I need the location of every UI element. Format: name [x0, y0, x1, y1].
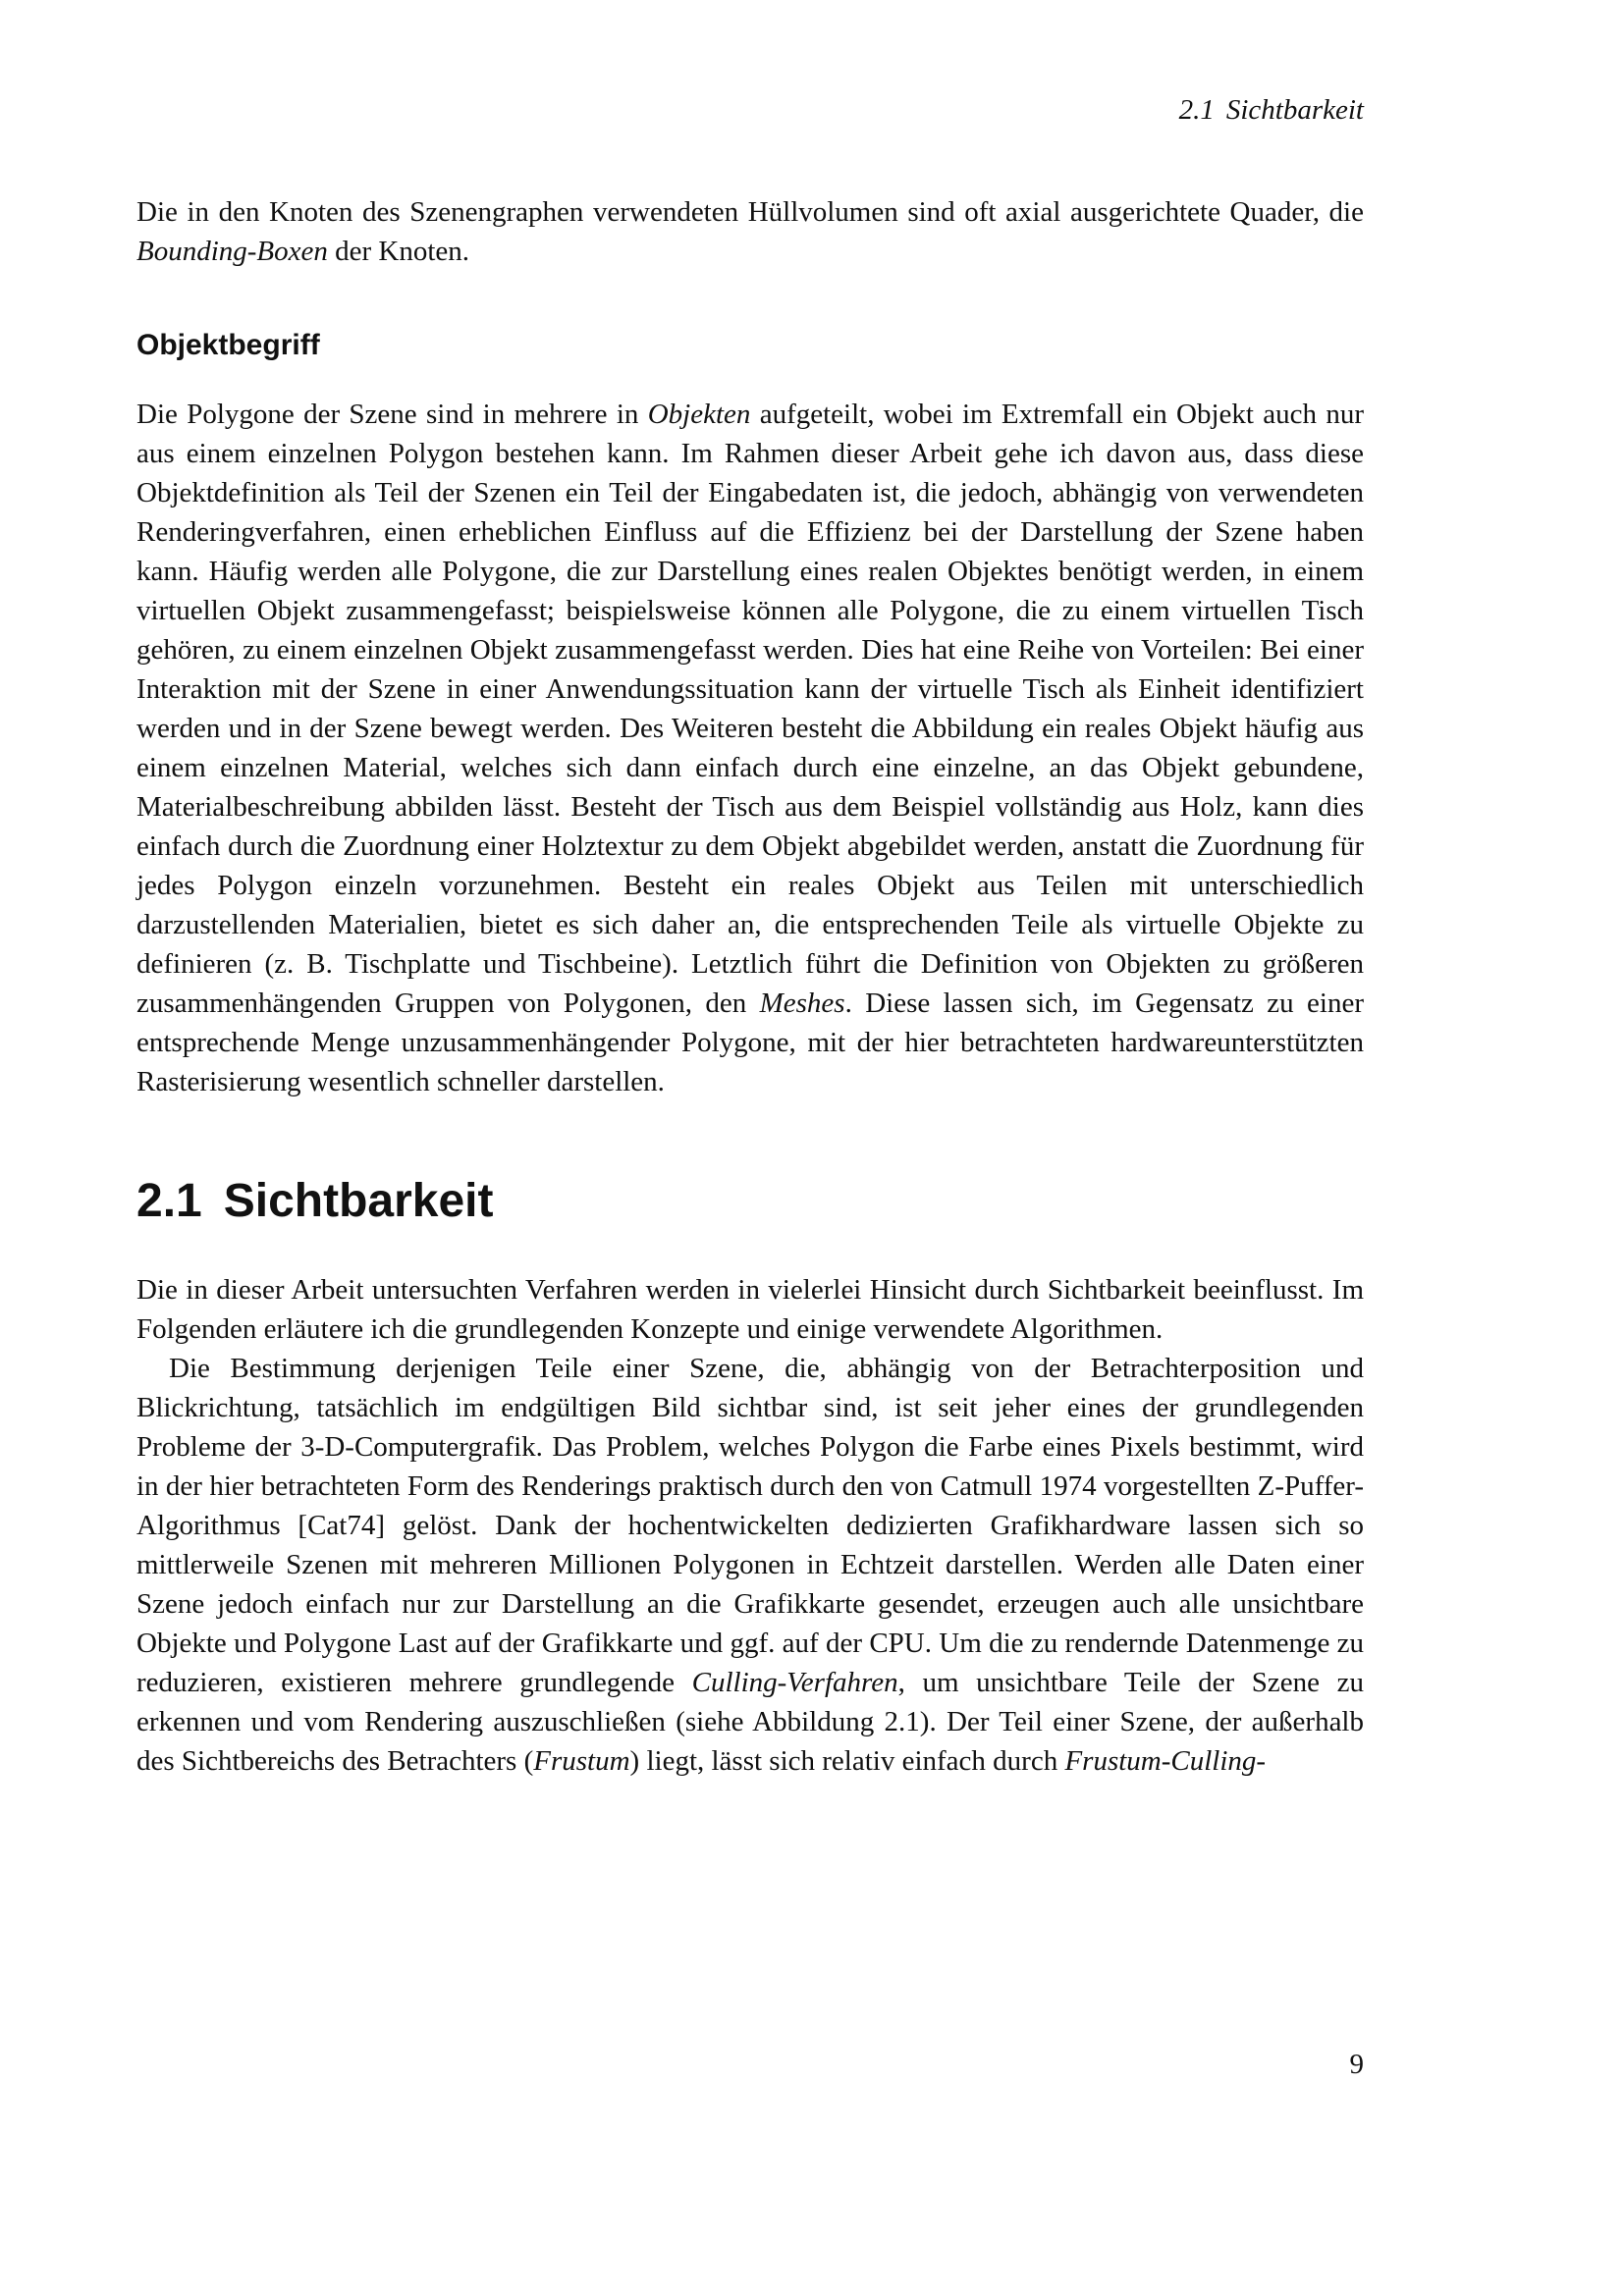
intro-text-part-1: Die in den Knoten des Szenengraphen verwendeten Hüllvolumen sind oft axial ausgerichtete Quader, die: [136, 196, 1364, 228]
section-paragraph-2: [136, 1349, 1364, 1781]
running-header: [1179, 90, 1364, 130]
section-paragraph-2-part-1: Die Bestimmung derjenigen Teile einer Szene, die, abhängig von der Betrachterposition und Blickrichtung, tatsächlich im endgültigen Bild sichtbar sind, ist seit jeher eines der grundlegenden Probleme der 3-D-Computergrafik. Das Problem, welches Polygon die Farbe eines Pixels bestimmt, wird in der hier betrachteten Form des Renderings praktisch durch den von Catmull 1974 vorgestellten Z-Puffer-Algorithmus [Cat74] gelöst. Dank der hochentwickelten dedizierten Grafikhardware lassen sich so mittlerweile Szenen mit mehreren Millionen Polygonen in Echtzeit darstellen. Werden alle Daten einer Szene jedoch einfach nur zur Darstellung an die Grafikkarte gesendet, erzeugen auch alle unsichtbare Objekte und Polygone Last auf der Grafikkarte und ggf. auf der CPU. Um die zu rendernde Datenmenge zu reduzieren, existieren mehrere grundlegende: [136, 1353, 1364, 1698]
running-header-section-title: Sichtbarkeit: [1225, 94, 1364, 126]
section-heading: [136, 1174, 1364, 1229]
page-number: 9: [1349, 2049, 1364, 2080]
main-content: [136, 192, 1364, 1781]
objektbegriff-text-part-1: Die Polygone der Szene sind in mehrere in: [136, 399, 648, 430]
section-paragraph-1: Die in dieser Arbeit untersuchten Verfahren werden in vielerlei Hinsicht durch Sichtbarkeit beeinflusst. Im Folgenden erläutere ich die grundlegenden Konzepte und einige verwendete Algorithmen.: [136, 1274, 1364, 1345]
section-paragraph-2-part-3: ) liegt, lässt sich relativ einfach durch: [629, 1745, 1065, 1777]
objektbegriff-text-part-2: aufgeteilt, wobei im Extremfall ein Objekt auch nur aus einem einzelnen Polygon bestehen kann. Im Rahmen dieser Arbeit gehe ich davon aus, dass diese Objektdefinition als Teil der Szenen ein Teil der Eingabedaten ist, die jedoch, abhängig von verwendeten Renderingverfahren, einen erheblichen Einfluss auf die Effizienz bei der Darstellung der Szene haben kann. Häufig werden alle Polygone, die zur Darstellung eines realen Objektes benötigt werden, in einem virtuellen Objekt zusammengefasst; beispielsweise können alle Polygone, die zu einem virtuellen Tisch gehören, zu einem einzelnen Objekt zusammengefasst werden. Dies hat eine Reihe von Vorteilen: Bei einer Interaktion mit der Szene in einer Anwendungssituation kann der virtuelle Tisch als Einheit identifiziert werden und in der Szene bewegt werden. Des Weiteren besteht die Abbildung ein reales Objekt häufig aus einem einzelnen Material, welches sich dann einfach durch eine einzelne, an das Objekt gebundene, Materialbeschreibung abbilden lässt. Besteht der Tisch aus dem Beispiel vollständig aus Holz, kann dies einfach durch die Zuordnung einer Holztextur zu dem Objekt abgebildet werden, anstatt die Zuordnung für jedes Polygon einzeln vorzunehmen. Besteht ein reales Objekt aus Teilen mit unterschiedlich darzustellenden Materialien, bietet es sich daher an, die entsprechenden Teile als virtuelle Objekte zu definieren (z. B. Tischplatte und Tischbeine). Letztlich führt die Definition von Objekten zu größeren zusammenhängenden Gruppen von Polygonen, den: [136, 399, 1364, 1019]
emphasis-culling-verfahren: Culling-Verfahren: [691, 1667, 898, 1698]
section-number: 2.1: [136, 1175, 202, 1227]
subsection-heading: Objektbegriff: [136, 329, 320, 361]
running-header-section-number: 2.1: [1178, 94, 1215, 126]
emphasis-objekten: Objekten: [647, 399, 751, 430]
intro-text-part-2: der Knoten.: [327, 236, 470, 267]
objektbegriff-paragraph: [136, 395, 1364, 1101]
section-paragraph-2-part-2: , um unsichtbare Teile der Szene zu erkennen und vom Rendering auszuschließen (siehe Abbildung 2.1). Der Teil einer Szene, der außerhalb des Sichtbereichs des Betrachters (: [136, 1667, 1364, 1777]
intro-emphasis-bounding-boxen: Bounding-Boxen: [136, 236, 328, 267]
emphasis-frustum-culling: Frustum-Culling-: [1064, 1745, 1267, 1777]
emphasis-frustum: Frustum: [533, 1745, 630, 1777]
objektbegriff-text-part-3: . Diese lassen sich, im Gegensatz zu einer entsprechende Menge unzusammenhängender Polygone, mit der hier betrachteten hardwareunterstützten Rasterisierung wesentlich schneller darstellen.: [136, 988, 1364, 1097]
intro-paragraph: [136, 192, 1364, 271]
emphasis-meshes: Meshes: [759, 988, 845, 1019]
section-title: Sichtbarkeit: [223, 1175, 494, 1227]
